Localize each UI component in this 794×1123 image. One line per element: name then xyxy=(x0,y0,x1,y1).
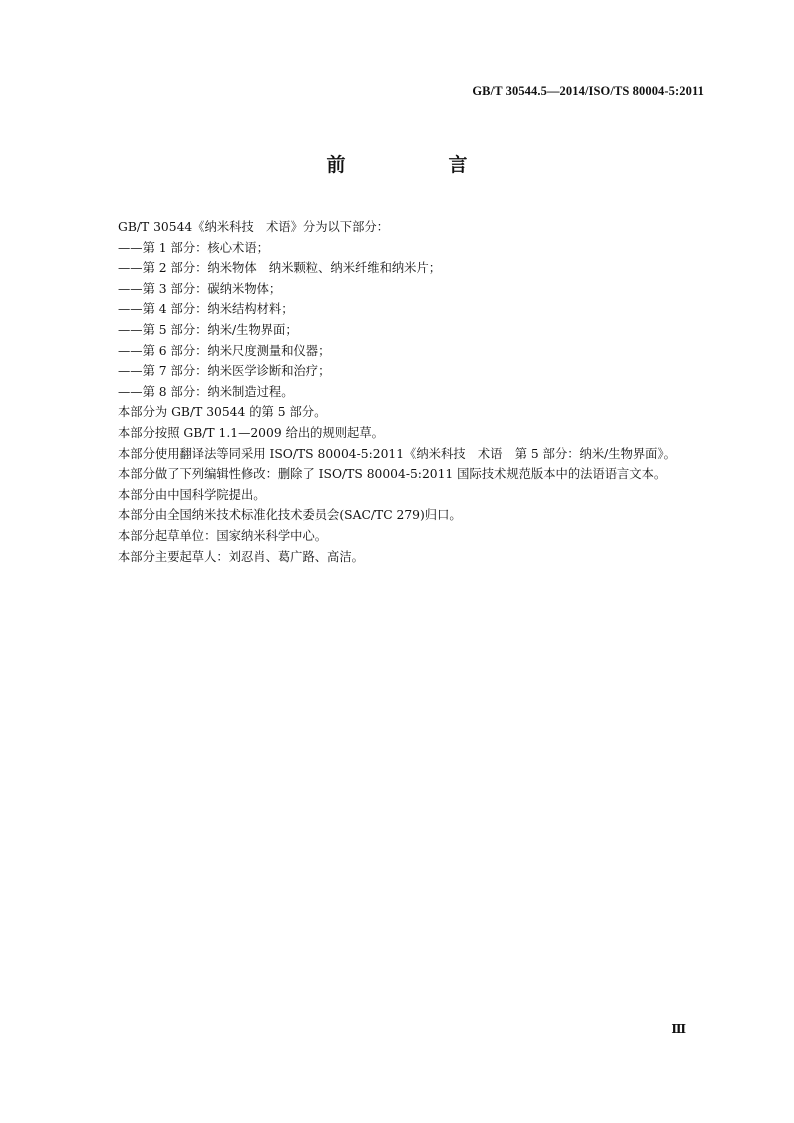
list-item-part-8: ——第 8 部分：纳米制造过程。 xyxy=(118,384,294,399)
paragraph-editorial-changes: 本部分做了下列编辑性修改：删除了 ISO/TS 80004-5:2011 国际技术规范版本中的法语语言文本。 xyxy=(118,467,667,482)
list-item-part-3: ——第 3 部分：碳纳米物体； xyxy=(118,281,282,296)
paragraph-drafting-unit: 本部分起草单位：国家纳米科学中心。 xyxy=(118,528,328,543)
paragraph-drafting-rules: 本部分按照 GB/T 1.1—2009 给出的规则起草。 xyxy=(118,425,384,440)
list-item-part-5: ——第 5 部分：纳米/生物界面； xyxy=(118,322,298,337)
list-item-part-7: ——第 7 部分：纳米医学诊断和治疗； xyxy=(118,364,331,379)
body-text xyxy=(118,217,718,567)
list-item-part-2: ——第 2 部分：纳米物体 纳米颗粒、纳米纤维和纳米片； xyxy=(118,261,442,276)
paragraph-drafters: 本部分主要起草人：刘忍肖、葛广路、高洁。 xyxy=(118,549,364,564)
list-item-part-1: ——第 1 部分：核心术语； xyxy=(118,240,269,255)
standard-code-header: GB/T 30544.5—2014/ISO/TS 80004-5:2011 xyxy=(472,84,704,98)
paragraph-part-statement: 本部分为 GB/T 30544 的第 5 部分。 xyxy=(118,405,327,420)
page-number: Ⅲ xyxy=(671,1022,686,1036)
page-title: 前 言 xyxy=(326,154,510,176)
paragraph-adoption: 本部分使用翻译法等同采用 ISO/TS 80004-5:2011《纳米科技 术语 第 5 部分：纳米/生物界面》。 xyxy=(118,446,676,461)
list-item-part-4: ——第 4 部分：纳米结构材料； xyxy=(118,302,294,317)
paragraph-committee: 本部分由全国纳米技术标准化技术委员会(SAC/TC 279)归口。 xyxy=(118,508,462,523)
list-item-part-6: ——第 6 部分：纳米尺度测量和仪器； xyxy=(118,343,331,358)
paragraph-proposer: 本部分由中国科学院提出。 xyxy=(118,487,266,502)
paragraph-parts-intro: GB/T 30544《纳米科技 术语》分为以下部分： xyxy=(118,220,389,234)
